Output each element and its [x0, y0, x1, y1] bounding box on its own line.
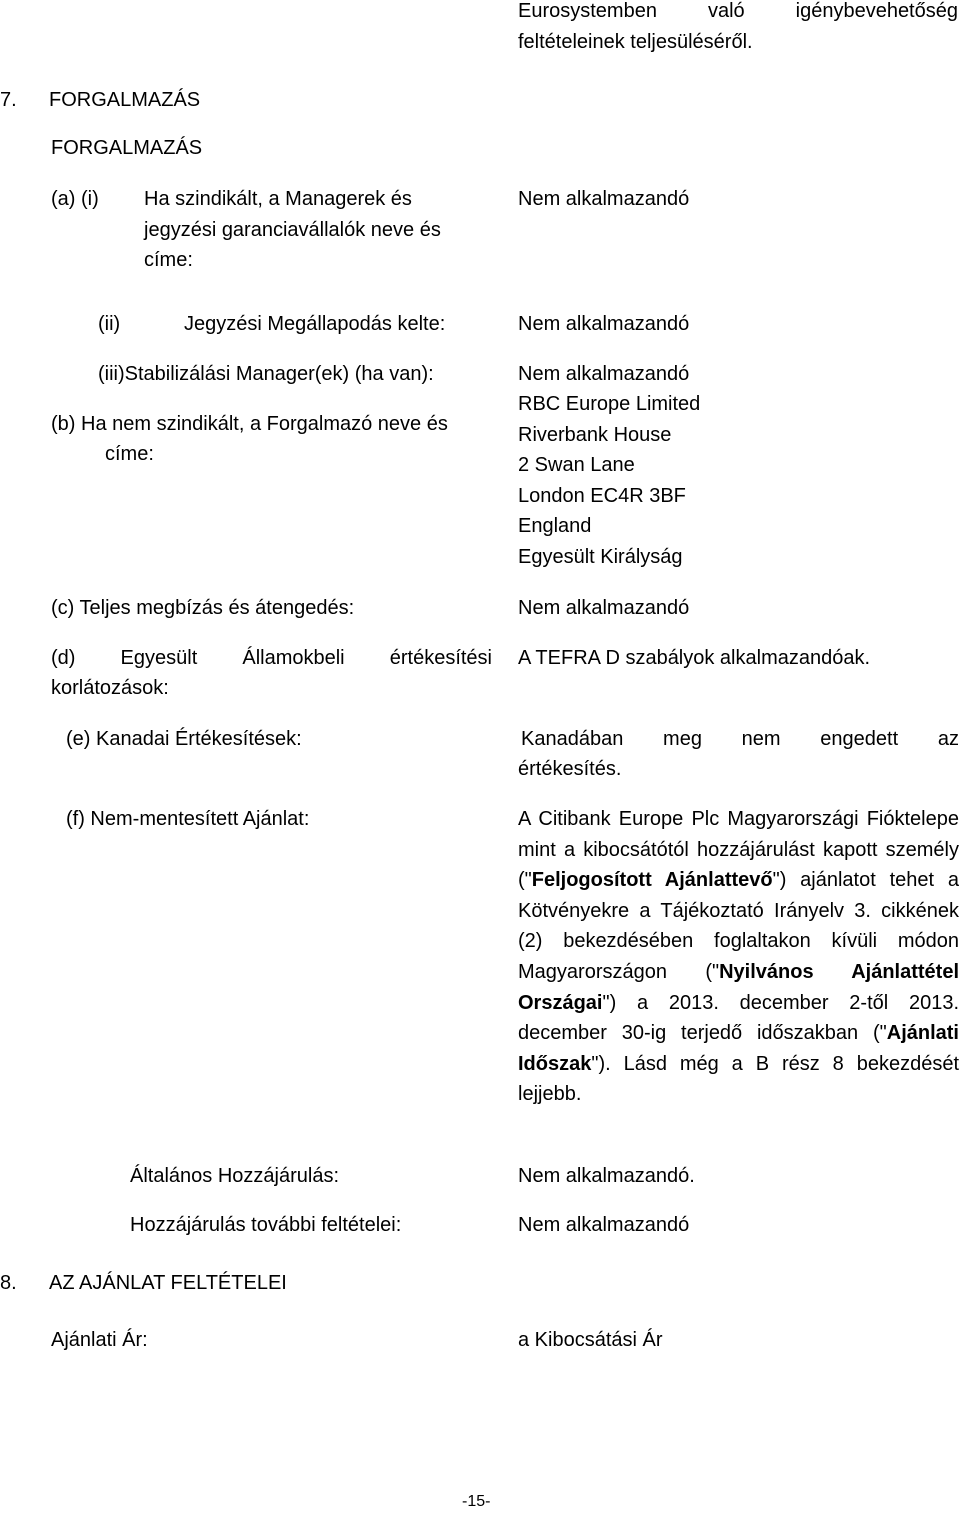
item-a-label: (a) (i)	[51, 188, 99, 210]
address-line: London EC4R 3BF	[518, 484, 686, 507]
general-consent-value: Nem alkalmazandó.	[518, 1165, 695, 1187]
address-line: RBC Europe Limited	[518, 393, 701, 415]
continuation-line-2: feltételeinek teljesüléséről.	[518, 31, 753, 53]
item-a-ii-label: (ii)	[98, 313, 121, 335]
address-line: Riverbank House	[518, 423, 672, 446]
distributor-address	[518, 389, 700, 573]
item-b-text-line-2: címe:	[105, 443, 154, 465]
address-line: 2 Swan Lane	[518, 454, 635, 477]
item-f-text: (f) Nem-mentesített Ajánlat:	[66, 808, 310, 830]
item-d-value: A TEFRA D szabályok alkalmazandóak.	[518, 647, 871, 669]
general-consent-text: Általános Hozzájárulás:	[130, 1165, 339, 1187]
item-e-text: (e) Kanadai Értékesítések:	[66, 728, 302, 750]
defined-term-offer-period: Ajánlati Időszak	[518, 1022, 959, 1075]
section-8-number: 8.	[0, 1272, 17, 1294]
item-b-text-line-1: (b) Ha nem szindikált, a Forgalmazó neve és	[51, 413, 448, 435]
item-d-text-line-1: (d) Egyesült Államokbeli értékesítési	[51, 647, 492, 669]
item-a-iii-text: (iii)Stabilizálási Manager(ek) (ha van):	[98, 363, 434, 385]
offer-price-text: Ajánlati Ár:	[51, 1329, 148, 1351]
item-a-text-line-3: címe:	[144, 249, 193, 271]
page-number: -15-	[462, 1493, 491, 1510]
further-conditions-text: Hozzájárulás további feltételei:	[130, 1214, 402, 1236]
defined-term-public-offer-jurisdictions: Nyilvános Ajánlattétel Országai	[518, 960, 959, 1014]
item-a-ii-text: Jegyzési Megállapodás kelte:	[184, 313, 446, 335]
section-7-subheading: FORGALMAZÁS	[51, 137, 203, 159]
item-a-ii-value: Nem alkalmazandó	[518, 313, 690, 335]
further-conditions-value: Nem alkalmazandó	[518, 1214, 690, 1236]
defined-term-authorised-offeror: Feljogosított Ajánlattevő	[531, 869, 773, 892]
item-d-text-line-2: korlátozások:	[51, 677, 169, 699]
item-e-value-line-1: Kanadában meg nem engedett az	[521, 728, 959, 750]
address-line: Egyesült Királyság	[518, 545, 683, 568]
continuation-line-1: Eurosystemben való igénybevehetőség	[518, 0, 958, 22]
item-a-value: Nem alkalmazandó	[518, 188, 690, 210]
item-c-text: (c) Teljes megbízás és átengedés:	[51, 597, 355, 619]
section-8-heading: AZ AJÁNLAT FELTÉTELEI	[49, 1272, 287, 1294]
offer-price-value: a Kibocsátási Ár	[518, 1329, 663, 1351]
item-a-text-line-1: Ha szindikált, a Managerek és	[144, 188, 412, 210]
item-a-iii-value: Nem alkalmazandó	[518, 363, 690, 385]
item-a-text-line-2: jegyzési garanciavállalók neve és	[144, 219, 441, 241]
section-7-heading: FORGALMAZÁS	[49, 89, 201, 111]
item-c-value: Nem alkalmazandó	[518, 597, 690, 619]
section-7-number: 7.	[0, 89, 17, 111]
address-line: England	[518, 515, 592, 538]
item-e-value-line-2: értékesítés.	[518, 758, 622, 780]
item-f-value: A Citibank Europe Plc Magyarországi Fióktelepe mint a kibocsátótól hozzájárulást kapott személy ("Feljogosított Ajánlattevő") ajánlatot tehet a Kötvényekre a Tájékoztató Irányelv 3. cikkének (2) bekezdésében foglaltakon kívüli módon Magyarországon ("Nyilvános Ajánlattétel Országai") a 2013. december 2-től 2013. december 30-ig terjedő időszakban ("Ajánlati Időszak"). Lásd még a B rész 8 bekezdését lejjebb.	[518, 808, 959, 1106]
